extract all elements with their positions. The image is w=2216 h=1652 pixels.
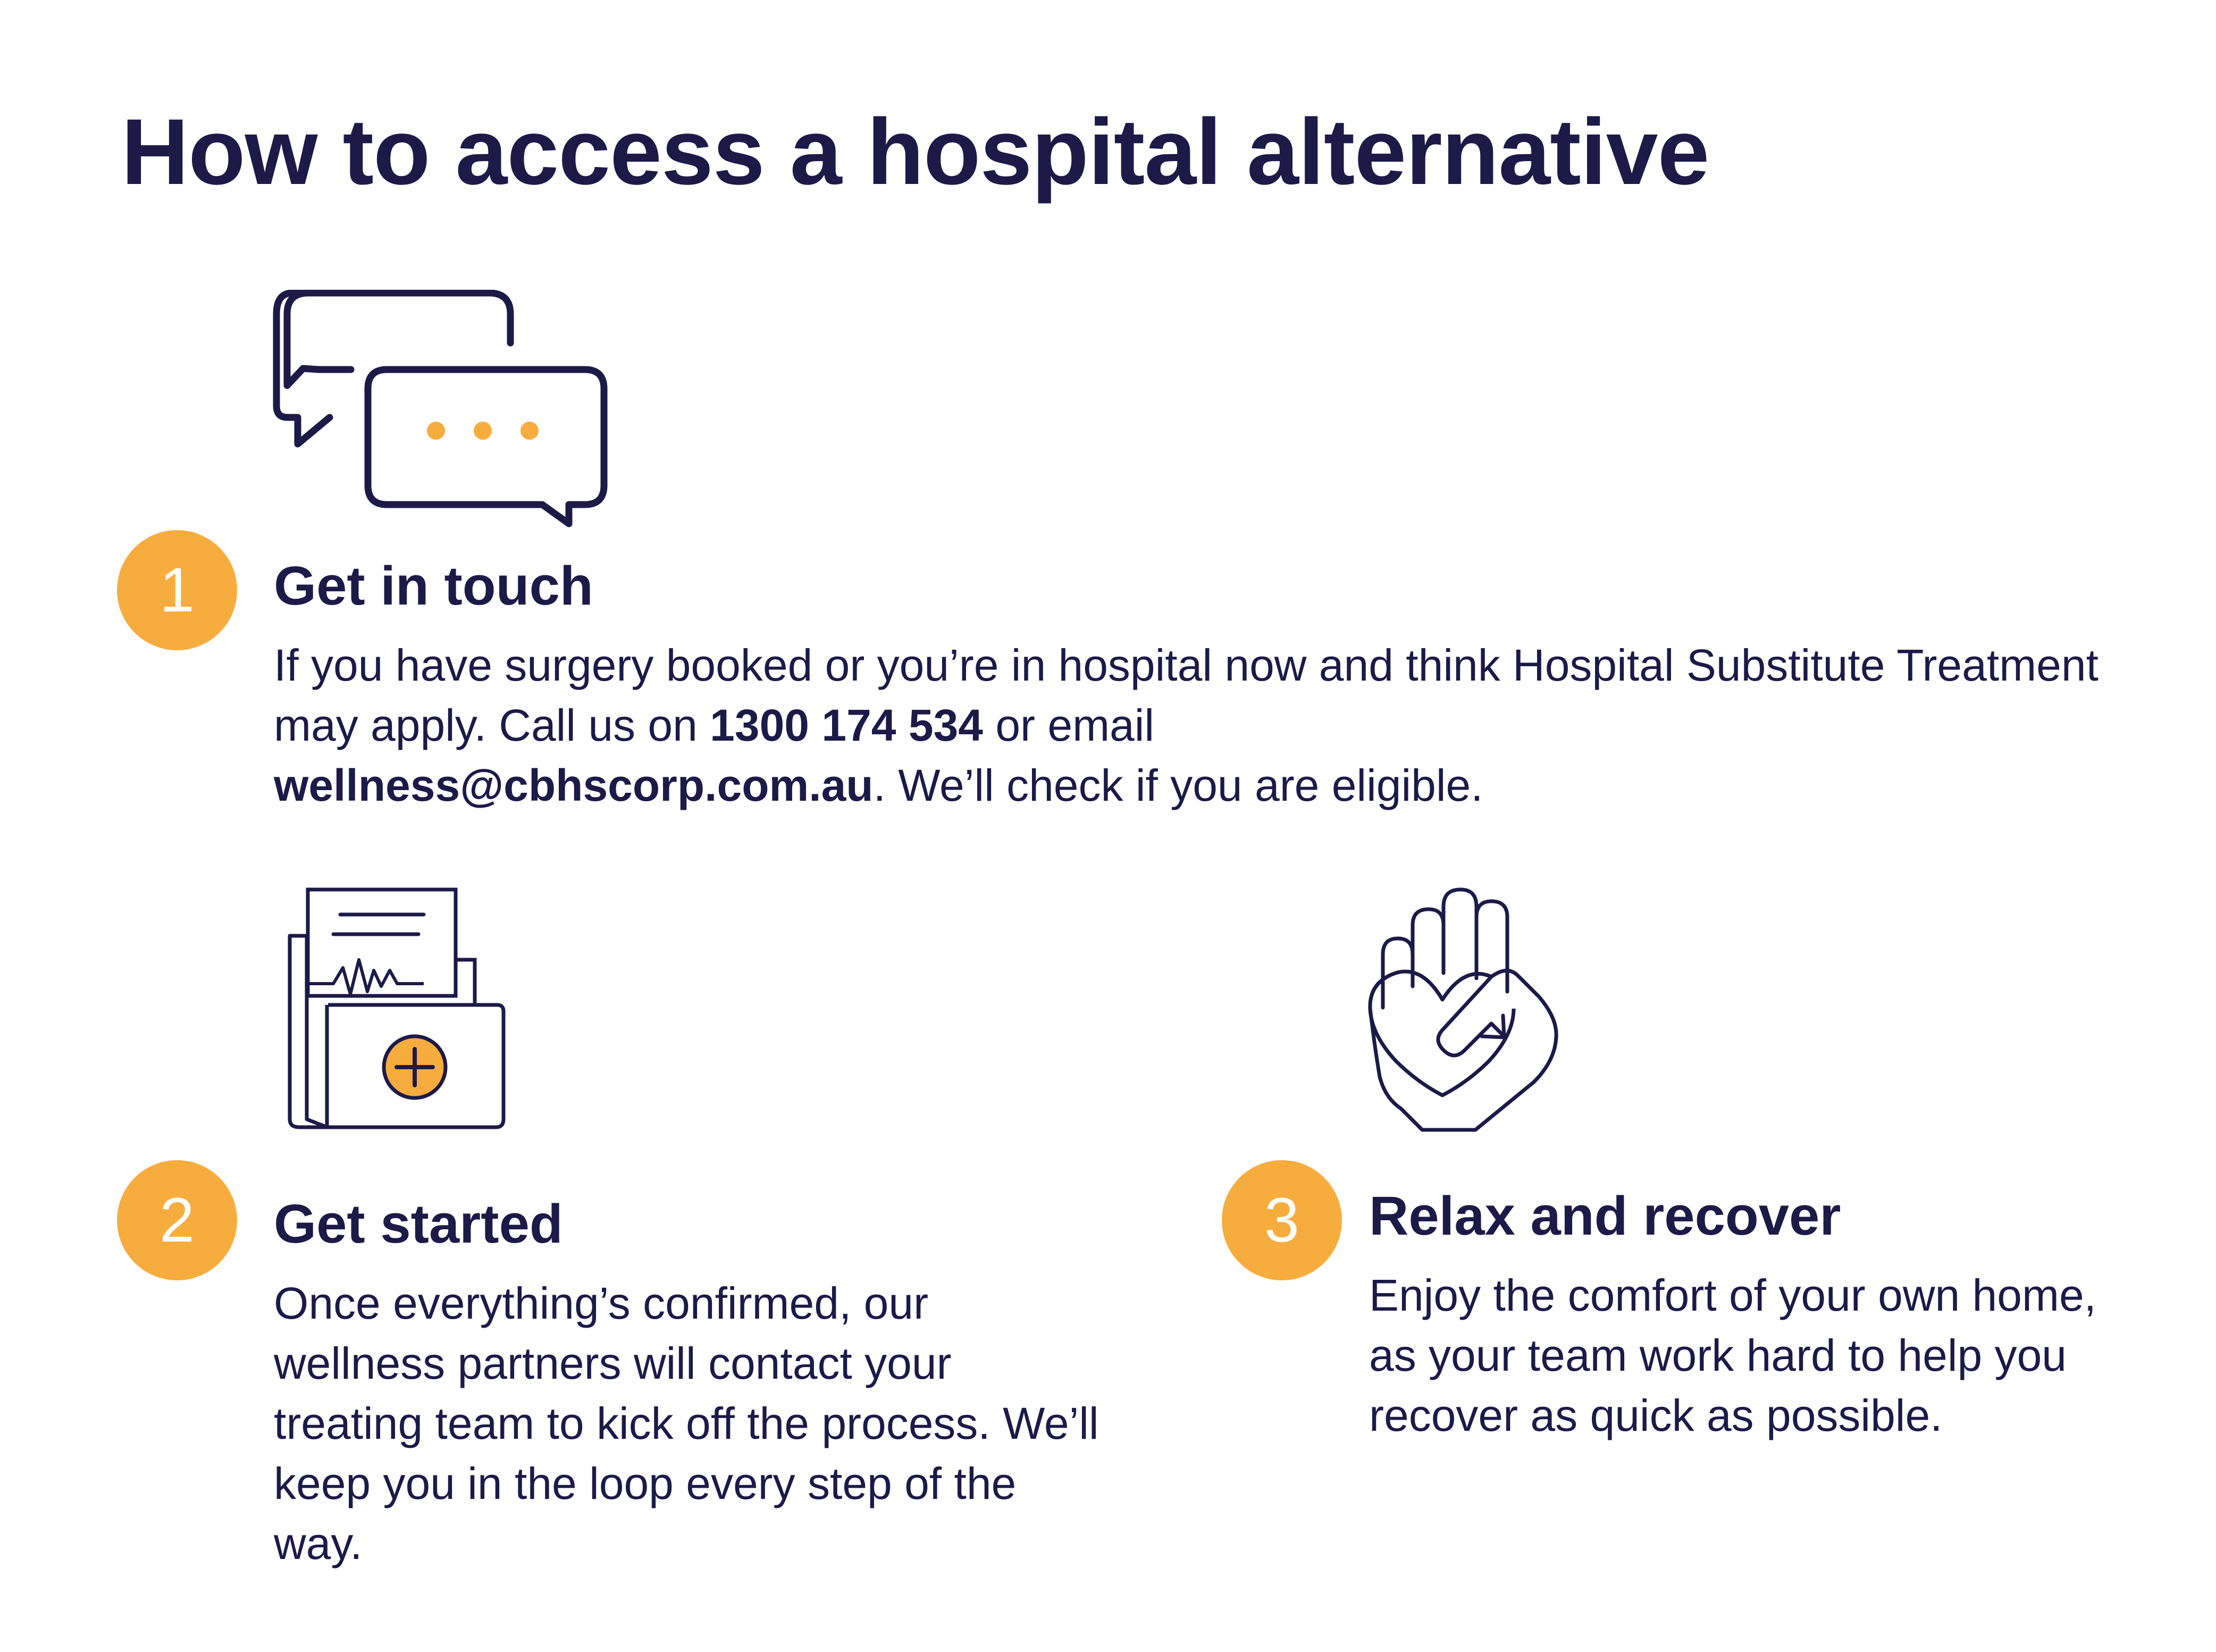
step-heading-get-in-touch: Get in touch xyxy=(274,555,593,616)
medical-records-icon xyxy=(284,885,508,1130)
step-description-text: or email xyxy=(983,700,1155,750)
step-number-3: 3 xyxy=(1222,1160,1342,1280)
page-title: How to access a hospital alternative xyxy=(121,100,1709,204)
step-description-text: If you have surgery booked or you’re in hospital now and think Hospital Substitute Treatment may apply. Call us on xyxy=(274,640,2099,750)
chat-bubbles-icon xyxy=(271,290,611,529)
step-heading-get-started: Get started xyxy=(274,1193,563,1254)
step-description-2: Once everything’s confirmed, our wellness partners will contact your treating team to kick off the process. We’ll keep you in the loop every step of the way. xyxy=(274,1278,1099,1569)
hand-heart-icon xyxy=(1364,885,1566,1135)
step-description-1 xyxy=(274,635,2108,816)
phone-number: 1300 174 534 xyxy=(710,700,983,750)
step-number-2: 2 xyxy=(117,1160,237,1280)
step-description-text: . We’ll check if you are eligible. xyxy=(873,760,1483,810)
step-heading-relax-and-recover: Relax and recover xyxy=(1369,1185,1841,1246)
step-number-1: 1 xyxy=(117,530,237,650)
step-description-3: Enjoy the comfort of your own home, as your team work hard to help you recover as quick as possible. xyxy=(1369,1270,2096,1440)
email-address: wellness@cbhscorp.com.au xyxy=(274,760,874,810)
